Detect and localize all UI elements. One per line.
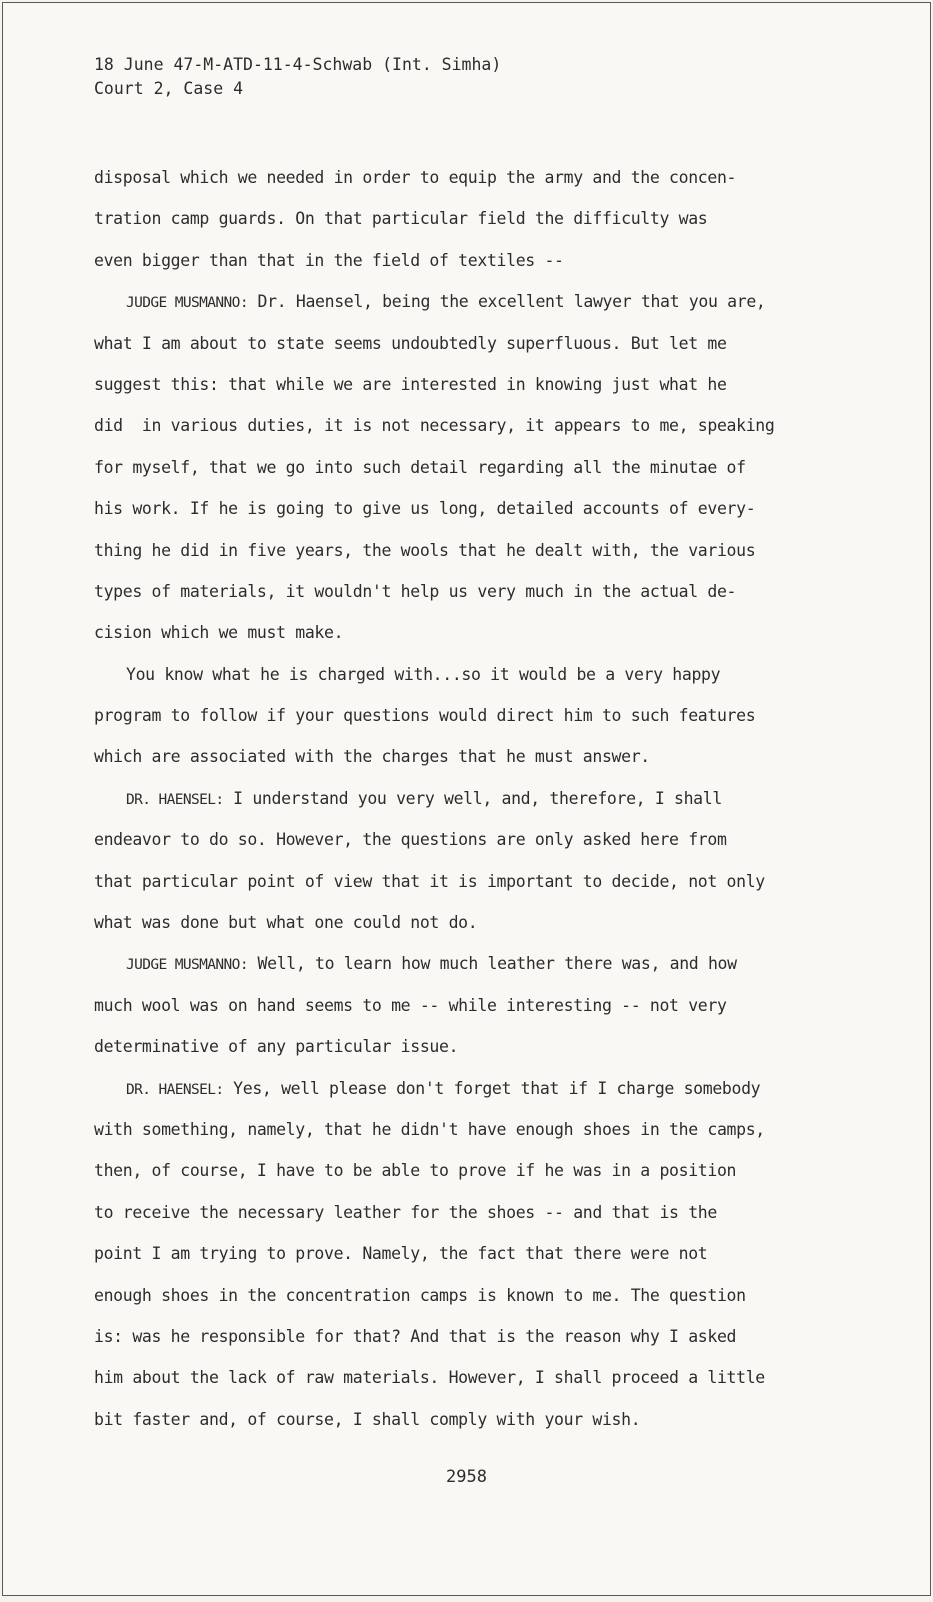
line-text: for myself, that we go into such detail regarding all the minutae of bbox=[94, 457, 746, 477]
page-header bbox=[94, 53, 501, 101]
line-text: that particular point of view that it is important to decide, not only bbox=[94, 871, 765, 891]
transcript-line bbox=[94, 985, 854, 1026]
line-text: much wool was on hand seems to me -- while interesting -- not very bbox=[94, 995, 727, 1015]
transcript-line bbox=[94, 612, 854, 653]
line-text: what was done but what one could not do. bbox=[94, 913, 478, 933]
line-text: with something, namely, that he didn't have enough shoes in the camps, bbox=[94, 1119, 765, 1139]
transcript-line bbox=[94, 530, 854, 571]
transcript-line bbox=[94, 1150, 854, 1191]
line-text: Yes, well please don't forget that if I charge somebody bbox=[223, 1078, 761, 1098]
transcript-line bbox=[94, 1275, 854, 1316]
line-text: You know what he is charged with...so it would be a very happy bbox=[126, 664, 721, 684]
line-text: did in various duties, it is not necessary, it appears to me, speaking bbox=[94, 416, 775, 436]
transcript-line bbox=[94, 654, 854, 695]
line-text: Dr. Haensel, being the excellent lawyer that you are, bbox=[247, 292, 766, 312]
header-line-court-case: Court 2, Case 4 bbox=[94, 79, 244, 98]
line-text: his work. If he is going to give us long, detailed accounts of every- bbox=[94, 499, 756, 519]
line-text: cision which we must make. bbox=[94, 623, 344, 643]
line-text: suggest this: that while we are interested in knowing just what he bbox=[94, 374, 727, 394]
line-text: bit faster and, of course, I shall comply with your wish. bbox=[94, 1409, 641, 1429]
transcript-line bbox=[94, 1399, 854, 1440]
line-text: him about the lack of raw materials. However, I shall proceed a little bbox=[94, 1368, 765, 1388]
line-text: program to follow if your questions would direct him to such features bbox=[94, 706, 756, 726]
line-text: types of materials, it wouldn't help us very much in the actual de- bbox=[94, 581, 737, 601]
header-line-date-ref: 18 June 47-M-ATD-11-4-Schwab (Int. Simha) bbox=[94, 55, 502, 74]
transcript-line bbox=[94, 695, 854, 736]
transcript-line bbox=[94, 1026, 854, 1067]
line-text: tration camp guards. On that particular field the difficulty was bbox=[94, 209, 708, 229]
transcript-line bbox=[94, 364, 854, 405]
transcript-line bbox=[94, 488, 854, 529]
speaker-label: JUDGE MUSMANNO: bbox=[126, 295, 248, 312]
transcript-line bbox=[94, 323, 854, 364]
transcript-line bbox=[94, 1357, 854, 1398]
transcript-line bbox=[94, 571, 854, 612]
transcript-line bbox=[94, 240, 854, 281]
transcript-line bbox=[94, 447, 854, 488]
line-text: Well, to learn how much leather there was, and how bbox=[247, 954, 737, 974]
transcript-line bbox=[94, 1192, 854, 1233]
speaker-label: DR. HAENSEL: bbox=[126, 1081, 224, 1098]
transcript-body bbox=[94, 157, 854, 1440]
line-text: what I am about to state seems undoubtedly superfluous. But let me bbox=[94, 333, 727, 353]
line-text: I understand you very well, and, therefore, I shall bbox=[223, 788, 722, 808]
line-text: then, of course, I have to be able to prove if he was in a position bbox=[94, 1161, 737, 1181]
line-text: disposal which we needed in order to equip the army and the concen- bbox=[94, 168, 737, 187]
transcript-page bbox=[2, 2, 931, 1596]
line-text: even bigger than that in the field of textiles -- bbox=[94, 250, 564, 270]
speaker-label: JUDGE MUSMANNO: bbox=[126, 957, 248, 974]
transcript-line bbox=[94, 902, 854, 943]
transcript-line bbox=[94, 943, 854, 984]
transcript-line bbox=[94, 198, 854, 239]
line-text: is: was he responsible for that? And that is the reason why I asked bbox=[94, 1326, 737, 1346]
line-text: to receive the necessary leather for the shoes -- and that is the bbox=[94, 1202, 717, 1222]
transcript-line bbox=[94, 736, 854, 777]
speaker-label: DR. HAENSEL: bbox=[126, 791, 224, 808]
line-text: which are associated with the charges that he must answer. bbox=[94, 747, 650, 767]
page-number: 2958 bbox=[446, 1467, 487, 1487]
transcript-line bbox=[94, 1068, 854, 1109]
line-text: enough shoes in the concentration camps is known to me. The question bbox=[94, 1285, 746, 1305]
line-text: determinative of any particular issue. bbox=[94, 1037, 459, 1057]
transcript-line bbox=[94, 157, 854, 198]
transcript-line bbox=[94, 1109, 854, 1150]
line-text: thing he did in five years, the wools that he dealt with, the various bbox=[94, 540, 756, 560]
transcript-line bbox=[94, 861, 854, 902]
transcript-line bbox=[94, 1233, 854, 1274]
transcript-line bbox=[94, 405, 854, 446]
transcript-line bbox=[94, 819, 854, 860]
line-text: point I am trying to prove. Namely, the fact that there were not bbox=[94, 1244, 708, 1264]
transcript-line bbox=[94, 1316, 854, 1357]
transcript-line bbox=[94, 778, 854, 819]
transcript-line bbox=[94, 281, 854, 322]
line-text: endeavor to do so. However, the questions are only asked here from bbox=[94, 830, 727, 850]
